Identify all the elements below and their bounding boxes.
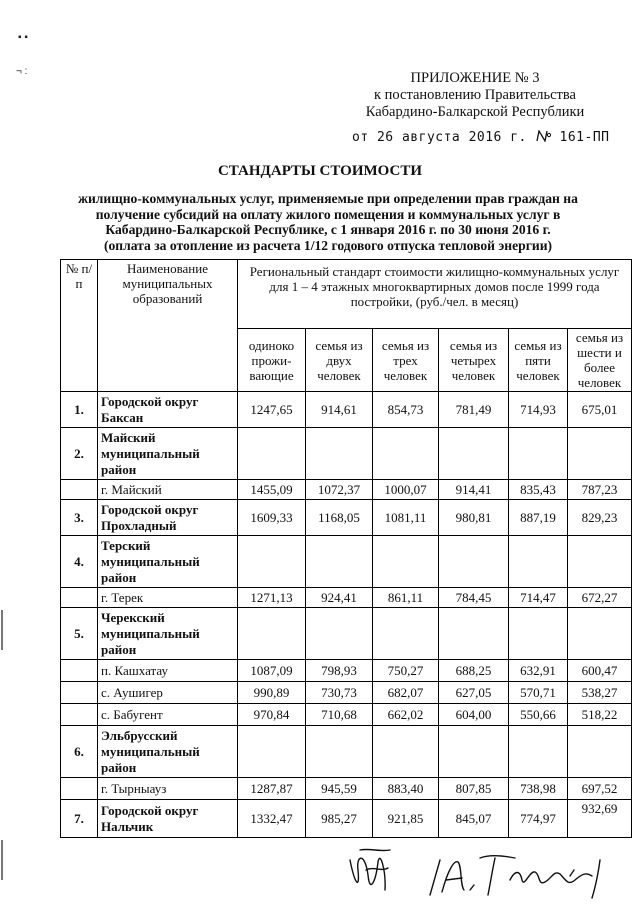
decree-reference: [352, 130, 612, 145]
municipality-name: Городской округ Баксан: [98, 392, 238, 428]
settlement-name: с. Аушигер: [98, 682, 238, 704]
empty-cell: [509, 726, 568, 778]
row-number: 2.: [61, 428, 98, 480]
empty-cell: [509, 536, 568, 588]
appendix-line: Кабардино-Балкарской Республики: [365, 104, 585, 120]
value-cell: 750,27: [373, 660, 439, 682]
settlement-name: г. Майский: [98, 480, 238, 500]
appendix-heading: ПРИЛОЖЕНИЕ № 3: [410, 70, 540, 86]
document-subtitle: [62, 191, 594, 253]
value-cell: 697,52: [568, 778, 632, 800]
empty-cell: [568, 536, 632, 588]
value-cell: 672,27: [568, 588, 632, 608]
table-row: [61, 704, 632, 726]
value-cell: 1332,47: [238, 800, 306, 838]
decree-number: 161-ПП: [559, 130, 610, 145]
value-cell: 518,22: [568, 704, 632, 726]
empty-cell: [439, 726, 509, 778]
table-row: [61, 800, 632, 838]
number-sign-icon: [535, 130, 551, 142]
empty-cell: [439, 536, 509, 588]
empty-cell: [61, 704, 98, 726]
row-number: 6.: [61, 726, 98, 778]
table-row: [61, 608, 632, 660]
empty-cell: [373, 608, 439, 660]
table-header-row: [61, 260, 632, 329]
value-cell: 798,93: [306, 660, 373, 682]
empty-cell: [61, 480, 98, 500]
value-cell: 774,97: [509, 800, 568, 838]
table-row: [61, 726, 632, 778]
value-cell: 980,81: [439, 500, 509, 536]
value-cell: 970,84: [238, 704, 306, 726]
empty-cell: [238, 726, 306, 778]
scan-mark: ▪ ▪: [18, 32, 28, 43]
subtitle-line: жилищно-коммунальных услуг, применяемые при определении прав граждан на: [78, 191, 578, 206]
empty-cell: [306, 608, 373, 660]
value-cell: 784,45: [439, 588, 509, 608]
value-cell: 600,47: [568, 660, 632, 682]
value-cell: 688,25: [439, 660, 509, 682]
row-number: 1.: [61, 392, 98, 428]
value-cell: 1072,37: [306, 480, 373, 500]
table-row: [61, 536, 632, 588]
municipality-name: Терский муниципальный район: [98, 536, 238, 588]
value-cell: 1000,07: [373, 480, 439, 500]
value-cell: 1247,65: [238, 392, 306, 428]
table-row: [61, 660, 632, 682]
signature: [330, 840, 630, 905]
value-cell: 845,07: [439, 800, 509, 838]
empty-cell: [61, 588, 98, 608]
settlement-name: г. Терек: [98, 588, 238, 608]
header-family-2: семья из двух человек: [306, 329, 373, 392]
municipality-name: Городской округ Прохладный: [98, 500, 238, 536]
value-cell: 945,59: [306, 778, 373, 800]
table-row: [61, 588, 632, 608]
table-row: [61, 778, 632, 800]
table-row: [61, 682, 632, 704]
value-cell: 538,27: [568, 682, 632, 704]
value-cell: 807,85: [439, 778, 509, 800]
row-number: 7.: [61, 800, 98, 838]
header-family-5: семья из пяти человек: [509, 329, 568, 392]
empty-cell: [306, 536, 373, 588]
standards-table: [60, 259, 632, 838]
header-family-6: семья из шести и более человек: [568, 329, 632, 392]
value-cell: 921,85: [373, 800, 439, 838]
value-cell: 1609,33: [238, 500, 306, 536]
value-cell: 924,41: [306, 588, 373, 608]
empty-cell: [568, 608, 632, 660]
value-cell: 990,89: [238, 682, 306, 704]
row-number: 5.: [61, 608, 98, 660]
value-cell: 932,69: [568, 800, 632, 838]
value-cell: 985,27: [306, 800, 373, 838]
value-cell: 714,93: [509, 392, 568, 428]
value-cell: 1081,11: [373, 500, 439, 536]
value-cell: 682,07: [373, 682, 439, 704]
municipality-name: Черекский муниципальный район: [98, 608, 238, 660]
header-group: Региональный стандарт стоимости жилищно-коммунальных услуг для 1 – 4 этажных многоквартирных домов после 1999 года постройки, (руб./чел. в месяц): [238, 260, 632, 329]
table-row: [61, 480, 632, 500]
empty-cell: [61, 682, 98, 704]
empty-cell: [373, 726, 439, 778]
subtitle-line: Кабардино-Балкарской Республике, с 1 января 2016 г. по 30 июня 2016 г.: [105, 222, 551, 237]
table-row: [61, 500, 632, 536]
value-cell: 550,66: [509, 704, 568, 726]
value-cell: 632,91: [509, 660, 568, 682]
value-cell: 1287,87: [238, 778, 306, 800]
document-title: СТАНДАРТЫ СТОИМОСТИ: [217, 163, 423, 179]
value-cell: 604,00: [439, 704, 509, 726]
value-cell: 662,02: [373, 704, 439, 726]
value-cell: 861,11: [373, 588, 439, 608]
value-cell: 914,61: [306, 392, 373, 428]
empty-cell: [238, 536, 306, 588]
row-number: 3.: [61, 500, 98, 536]
value-cell: 710,68: [306, 704, 373, 726]
municipality-name: Городской округ Нальчик: [98, 800, 238, 838]
value-cell: 914,41: [439, 480, 509, 500]
value-cell: 1168,05: [306, 500, 373, 536]
signature-text: /А. Тлупушков/: [330, 840, 337, 841]
empty-cell: [61, 660, 98, 682]
scan-mark: ¬ :: [16, 66, 28, 77]
empty-cell: [373, 536, 439, 588]
appendix-block: [320, 70, 630, 121]
header-municipality: Наименование муниципальных образований: [98, 260, 238, 392]
settlement-name: п. Кашхатау: [98, 660, 238, 682]
empty-cell: [306, 726, 373, 778]
empty-cell: [509, 428, 568, 480]
municipality-name: Эльбрусский муниципальный район: [98, 726, 238, 778]
value-cell: 627,05: [439, 682, 509, 704]
appendix-line: к постановлению Правительства: [374, 87, 576, 103]
decree-date: от 26 августа 2016 г.: [352, 130, 527, 145]
header-single: одиноко прожи-вающие: [238, 329, 306, 392]
row-number: 4.: [61, 536, 98, 588]
empty-cell: [238, 428, 306, 480]
header-number: № п/п: [61, 260, 98, 392]
value-cell: 854,73: [373, 392, 439, 428]
settlement-name: г. Тырныауз: [98, 778, 238, 800]
table-row: [61, 428, 632, 480]
empty-cell: [306, 428, 373, 480]
empty-cell: [373, 428, 439, 480]
header-family-4: семья из четырех человек: [439, 329, 509, 392]
value-cell: 835,43: [509, 480, 568, 500]
value-cell: 829,23: [568, 500, 632, 536]
value-cell: 714,47: [509, 588, 568, 608]
empty-cell: [568, 726, 632, 778]
empty-cell: [439, 608, 509, 660]
table-row: [61, 392, 632, 428]
municipality-name: Майский муниципальный район: [98, 428, 238, 480]
value-cell: 1271,13: [238, 588, 306, 608]
empty-cell: [568, 428, 632, 480]
empty-cell: [439, 428, 509, 480]
empty-cell: [509, 608, 568, 660]
value-cell: 730,73: [306, 682, 373, 704]
value-cell: 1455,09: [238, 480, 306, 500]
scan-edge: [1, 610, 3, 650]
scan-edge: [1, 840, 3, 880]
value-cell: 570,71: [509, 682, 568, 704]
empty-cell: [61, 778, 98, 800]
empty-cell: [238, 608, 306, 660]
value-cell: 1087,09: [238, 660, 306, 682]
subtitle-line: получение субсидий на оплату жилого помещения и коммунальных услуг в: [95, 206, 561, 222]
header-family-3: семья из трех человек: [373, 329, 439, 392]
value-cell: 787,23: [568, 480, 632, 500]
value-cell: 883,40: [373, 778, 439, 800]
value-cell: 738,98: [509, 778, 568, 800]
settlement-name: с. Бабугент: [98, 704, 238, 726]
value-cell: 675,01: [568, 392, 632, 428]
value-cell: 887,19: [509, 500, 568, 536]
subtitle-line: (оплата за отопление из расчета 1/12 годового отпуска тепловой энергии): [103, 237, 553, 253]
value-cell: 781,49: [439, 392, 509, 428]
